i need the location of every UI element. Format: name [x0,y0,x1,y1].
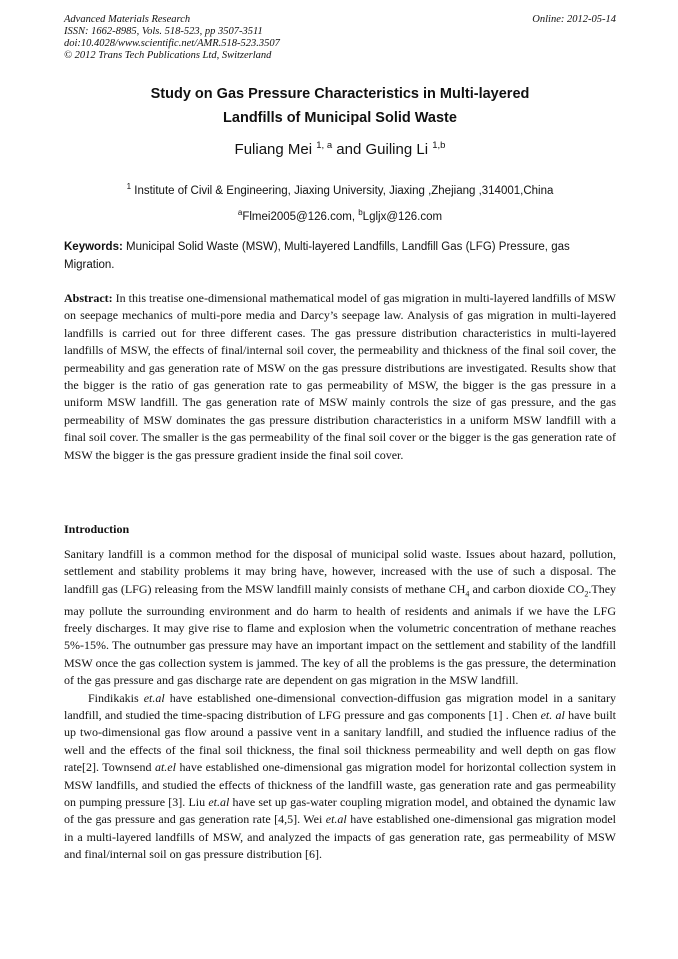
issn-line: ISSN: 1662-8985, Vols. 518-523, pp 3507-3511 [64,26,263,37]
intro-p1-sub-2: 2 [584,589,589,599]
email-a: Flmei2005@126.com, [242,210,359,223]
affiliation-text: Institute of Civil & Engineering, Jiaxing University, Jiaxing ,Zhejiang ,314001,China [134,184,554,197]
introduction-body [64,546,616,864]
paper-title [64,82,616,130]
affiliation-block [64,176,616,228]
intro-p2-part-f: have established one-dimensional gas migration model in a multi-layered landfills of MSW, and analyzed the impacts of gas generation rate, gas permeability of MSW and final/internal soil on gas pressure distribution [6]. [64,812,616,862]
abstract-label: Abstract: [64,291,113,305]
keywords-text: Municipal Solid Waste (MSW), Multi-layered Landfills, Landfill Gas (LFG) Pressure, gas Migration. [64,241,570,271]
abstract-text: In this treatise one-dimensional mathematical model of gas migration in multi-layered landfills of MSW on seepage mechanics of multi-pore media and Darcy’s seepage law. Analysis of gas migration in multi-layered landfills is carried out for three different cases. The gas pressure distribution characteristics in multi-layered landfills of MSW, the effects of final/internal soil cover, the permeability and thickness of the final soil cover, the permeability and gas generation rate of MSW on the gas pressure distributions are investigated. Results show that the bigger is the ratio of gas generation rate to gas permeability of MSW, the bigger is the gas pressure in a uniform MSW landfill. The gas generation rate of MSW mainly controls the size of gas pressure, and the gas permeability of MSW dominates the gas pressure distribution characteristics in a uniform MSW landfill with a final soil cover. The smaller is the gas permeability of the final soil cover or the bigger is the gas generation rate of MSW the bigger is the gas pressure gradient inside the final soil cover. [64,291,616,462]
intro-paragraph-1 [64,546,616,690]
intro-p1-part-a: Sanitary landfill is a common method for the disposal of municipal solid waste. Issues about hazard, pollution, settlement and stability problems it may bring have, however, increased with the use of such a disposal. The landfill gas (LFG) releasing from the MSW landfill mainly consists of methane CH [64,547,616,596]
intro-p2-part-c: have built up two-dimensional gas flow around a passive vent in a sanitary landfill, and studied the influence radius of the well and the effects of the final soil thickness, the final soil thickness permeability and well depth on gas flow rate[2]. Townsend [64,708,617,775]
author-2: Guiling Li [365,141,429,158]
affiliation-mark: 1 [126,182,132,191]
intro-p1-part-b: and carbon dioxide CO [469,581,585,596]
page-header [64,14,616,62]
author-list [64,140,616,158]
abstract-paragraph [64,290,616,464]
email-b: Lgljx@126.com [362,210,443,223]
title-line-1: Study on Gas Pressure Characteristics in Multi-layered [150,86,530,102]
keywords-paragraph [64,238,616,274]
intro-p2-etal-3: at.el [154,760,176,775]
intro-p2-etal-5: et.al [325,812,347,827]
copyright-line: © 2012 Trans Tech Publications Ltd, Switzerland [64,50,272,61]
author-2-affil: 1,b [432,140,446,151]
intro-p2-part-e: have set up gas-water coupling migration model, and obtained the dynamic law of the gas pressure and gas generation rate [4,5]. Wei [64,795,616,827]
author-1-affil: 1, a [316,140,333,151]
intro-p2-part-d: have established one-dimensional gas migration model for horizontal collection system in MSW landfills, and studied the effects of thickness of the landfill waste, gas generation rate and gas permeability on pumping pressure [3]. Liu [64,760,616,810]
intro-p2-part-a: Findikakis [88,690,144,705]
author-conjunction: and [332,141,366,158]
journal-name: Advanced Materials Research [64,14,191,25]
intro-p2-part-b: have established one-dimensional convection-diffusion gas migration model in a sanitary landfill, and studied the time-spacing distribution of LFG pressure and gas components [1] . Chen [64,690,616,723]
intro-p2-etal-2: et. al [540,708,565,723]
email-line [64,202,616,228]
intro-p1-sub-4: 4 [465,589,470,599]
intro-p1-part-c: .They may pollute the surrounding environment and do harm to health of residents and animals if we have the LFG freely discharges. It may give rise to flame and explosion when the volumetric concentration of methane reaches 5%-15%. The outnumber gas pressure may have an important impact on the settlement and stability of the landfill MSW once the gas collection system is jammed. The key of all the problems is the gas pressure, the determination of the gas pressure and gas discharge rate are dependent on gas migration in the MSW landfill. [64,581,617,688]
intro-paragraph-2 [64,690,616,864]
title-line-2: Landfills of Municipal Solid Waste [223,110,457,126]
keywords-label: Keywords: [64,241,123,253]
affiliation-line [64,176,616,202]
introduction-heading: Introduction [64,522,130,536]
online-date: Online: 2012-05-14 [532,14,616,25]
email-a-mark: a [237,207,243,217]
author-1: Fuliang Mei [234,141,313,158]
intro-p2-etal-1: et.al [143,690,165,705]
doi-line: doi:10.4028/www.scientific.net/AMR.518-523.3507 [64,38,280,49]
intro-p2-etal-4: et.al [208,795,230,810]
email-b-mark: b [358,207,363,217]
